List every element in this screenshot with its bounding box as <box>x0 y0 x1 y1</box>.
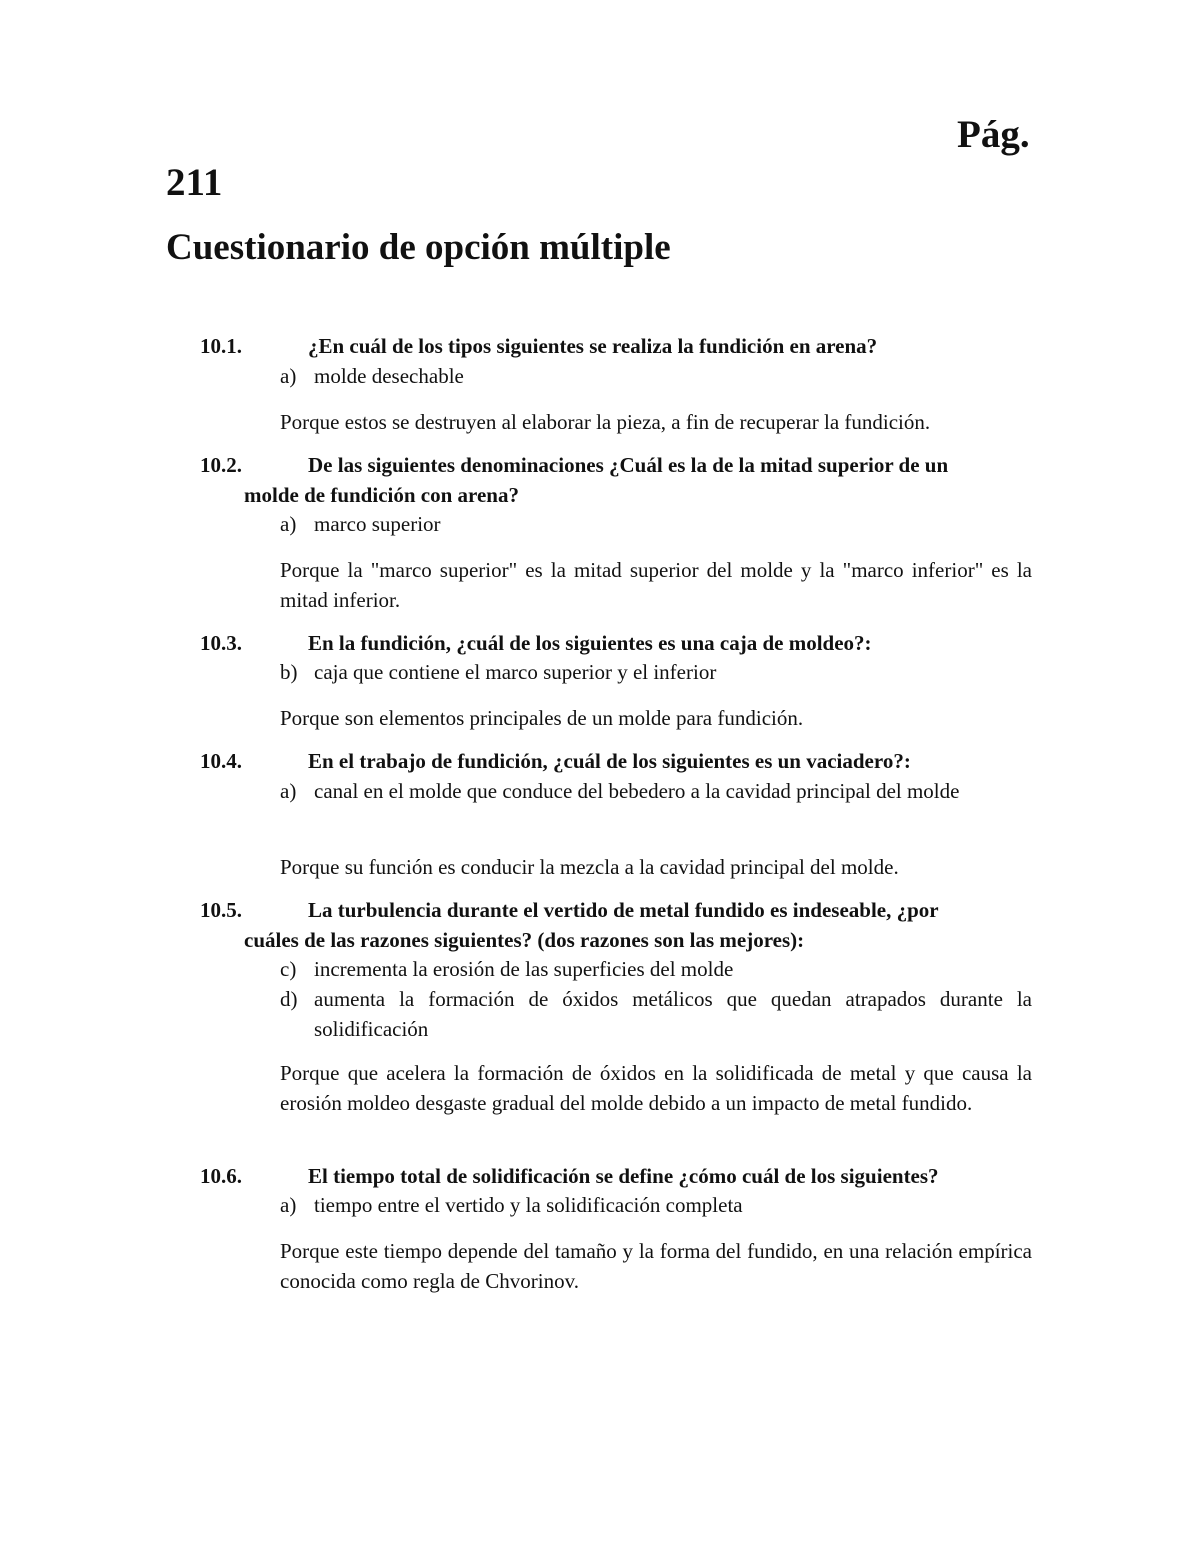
question-number: 10.2. <box>200 453 242 477</box>
page-label: Pág. <box>957 113 1030 156</box>
question-text-continued: molde de fundición con arena? <box>244 483 519 507</box>
answer-reason: Porque la "marco superior" es la mitad superior del molde y la "marco inferior" es la mitad inferior. <box>280 558 1032 612</box>
answer-reason: Porque que acelera la formación de óxidos en la solidificada de metal y que causa la erosión moldeo desgaste gradual del molde debido a un impacto de metal fundido. <box>280 1061 1032 1115</box>
option-text: canal en el molde que conduce del bebedero a la cavidad principal del molde <box>314 779 960 803</box>
page-number: 211 <box>166 161 223 204</box>
answer-reason: Porque estos se destruyen al elaborar la pieza, a fin de recuperar la fundición. <box>280 410 931 434</box>
question-number: 10.1. <box>200 334 242 358</box>
answer-reason: Porque su función es conducir la mezcla a la cavidad principal del molde. <box>280 855 899 879</box>
option-letter: a) <box>280 1193 297 1217</box>
option-letter: a) <box>280 364 297 388</box>
question-number: 10.4. <box>200 749 242 773</box>
question-number: 10.6. <box>200 1164 242 1188</box>
question-text: ¿En cuál de los tipos siguientes se realiza la fundición en arena? <box>308 334 878 358</box>
question-number: 10.3. <box>200 631 242 655</box>
option-letter: a) <box>280 512 297 536</box>
question-text-continued: cuáles de las razones siguientes? (dos razones son las mejores): <box>244 928 805 952</box>
question-text: El tiempo total de solidificación se define ¿cómo cuál de los siguientes? <box>308 1164 939 1188</box>
option-text: marco superior <box>314 512 441 536</box>
option-letter: d) <box>280 987 298 1011</box>
option-text: aumenta la formación de óxidos metálicos que quedan atrapados durante la solidificación <box>314 987 1032 1041</box>
option-text: tiempo entre el vertido y la solidificación completa <box>314 1193 743 1217</box>
question-text: La turbulencia durante el vertido de metal fundido es indeseable, ¿por <box>308 898 939 922</box>
answer-reason: Porque este tiempo depende del tamaño y la forma del fundido, en una relación empírica conocida como regla de Chvorinov. <box>280 1239 1032 1293</box>
answer-reason: Porque son elementos principales de un molde para fundición. <box>280 706 804 730</box>
option-text: incrementa la erosión de las superficies del molde <box>314 957 734 981</box>
question-text: En la fundición, ¿cuál de los siguientes es una caja de moldeo?: <box>308 631 872 655</box>
question-number: 10.5. <box>200 898 242 922</box>
option-text: molde desechable <box>314 364 464 388</box>
option-text: caja que contiene el marco superior y el inferior <box>314 660 717 684</box>
page-title: Cuestionario de opción múltiple <box>166 227 671 268</box>
option-letter: a) <box>280 779 297 803</box>
option-letter: c) <box>280 957 297 981</box>
option-letter: b) <box>280 660 298 684</box>
question-text: De las siguientes denominaciones ¿Cuál es la de la mitad superior de un <box>308 453 949 477</box>
question-text: En el trabajo de fundición, ¿cuál de los siguientes es un vaciadero?: <box>308 749 911 773</box>
